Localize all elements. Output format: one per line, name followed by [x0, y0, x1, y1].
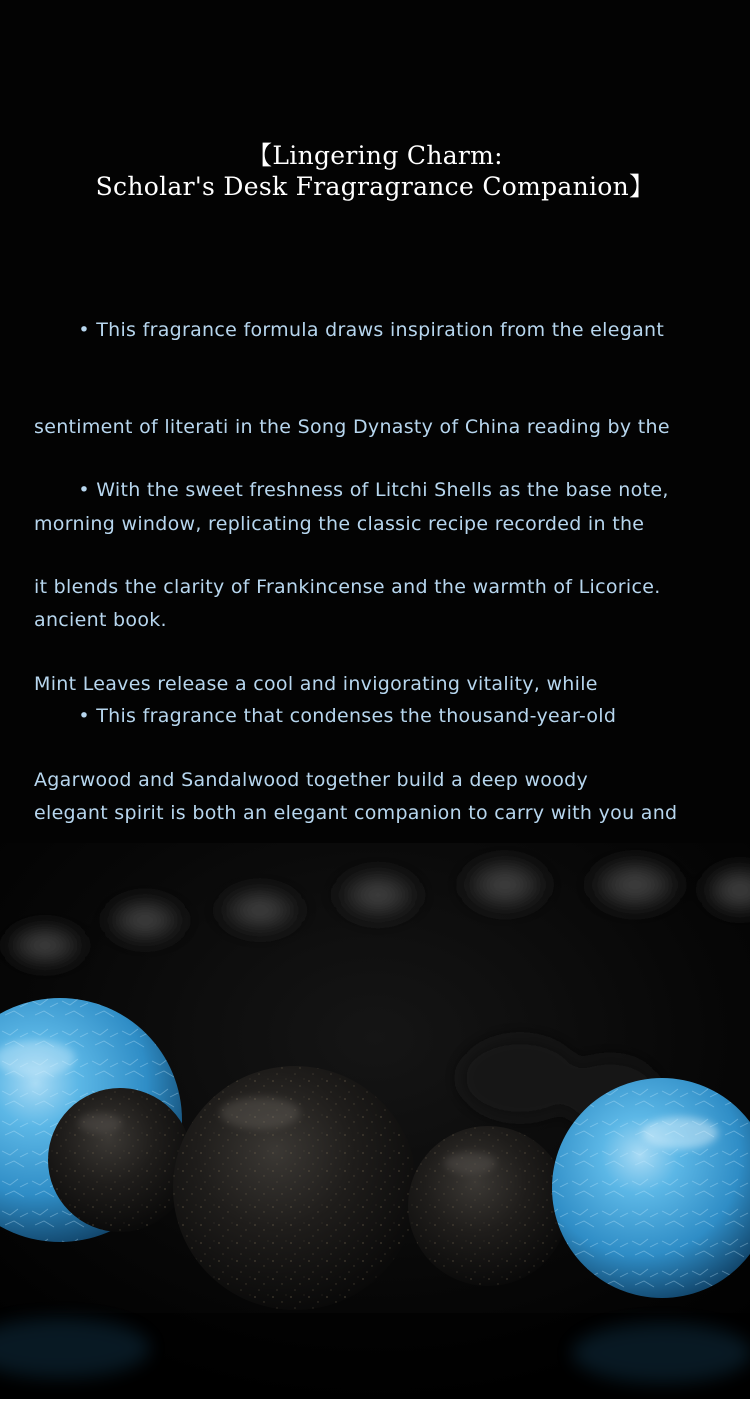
section-title	[0, 140, 750, 202]
paragraph-line: it blends the clarity of Frankincense and the warmth of Licorice.	[34, 576, 661, 599]
black-bead-medium-right	[408, 1126, 568, 1286]
black-bead-large-center	[173, 1066, 417, 1310]
paragraph-line: ancient book.	[34, 609, 167, 632]
paragraph-line: elegant spirit is both an elegant companion to carry with you and	[34, 802, 678, 825]
paragraph-line: morning window, replicating the classic recipe recorded in the	[34, 512, 645, 535]
bottom-divider	[0, 1399, 750, 1406]
paragraph-line: sentiment of literati in the Song Dynasty of China reading by the	[34, 416, 670, 439]
title-line-2: Scholar's Desk Fragragrance Companion】	[95, 172, 655, 201]
paragraph-line: Agarwood and Sandalwood together build a deep woody	[34, 769, 589, 792]
bead-bracelet-photo	[0, 843, 750, 1399]
paragraph-line: • This fragrance formula draws inspiration from the elegant	[34, 319, 665, 342]
title-line-1: 【Lingering Charm:	[247, 141, 503, 170]
paragraph-line: • With the sweet freshness of Litchi Shells as the base note,	[34, 479, 669, 502]
paragraph-line: • This fragrance that condenses the thousand-year-old	[34, 705, 617, 728]
black-bead-small-left	[48, 1088, 192, 1232]
paragraph-line: Mint Leaves release a cool and invigorating vitality, while	[34, 672, 598, 695]
